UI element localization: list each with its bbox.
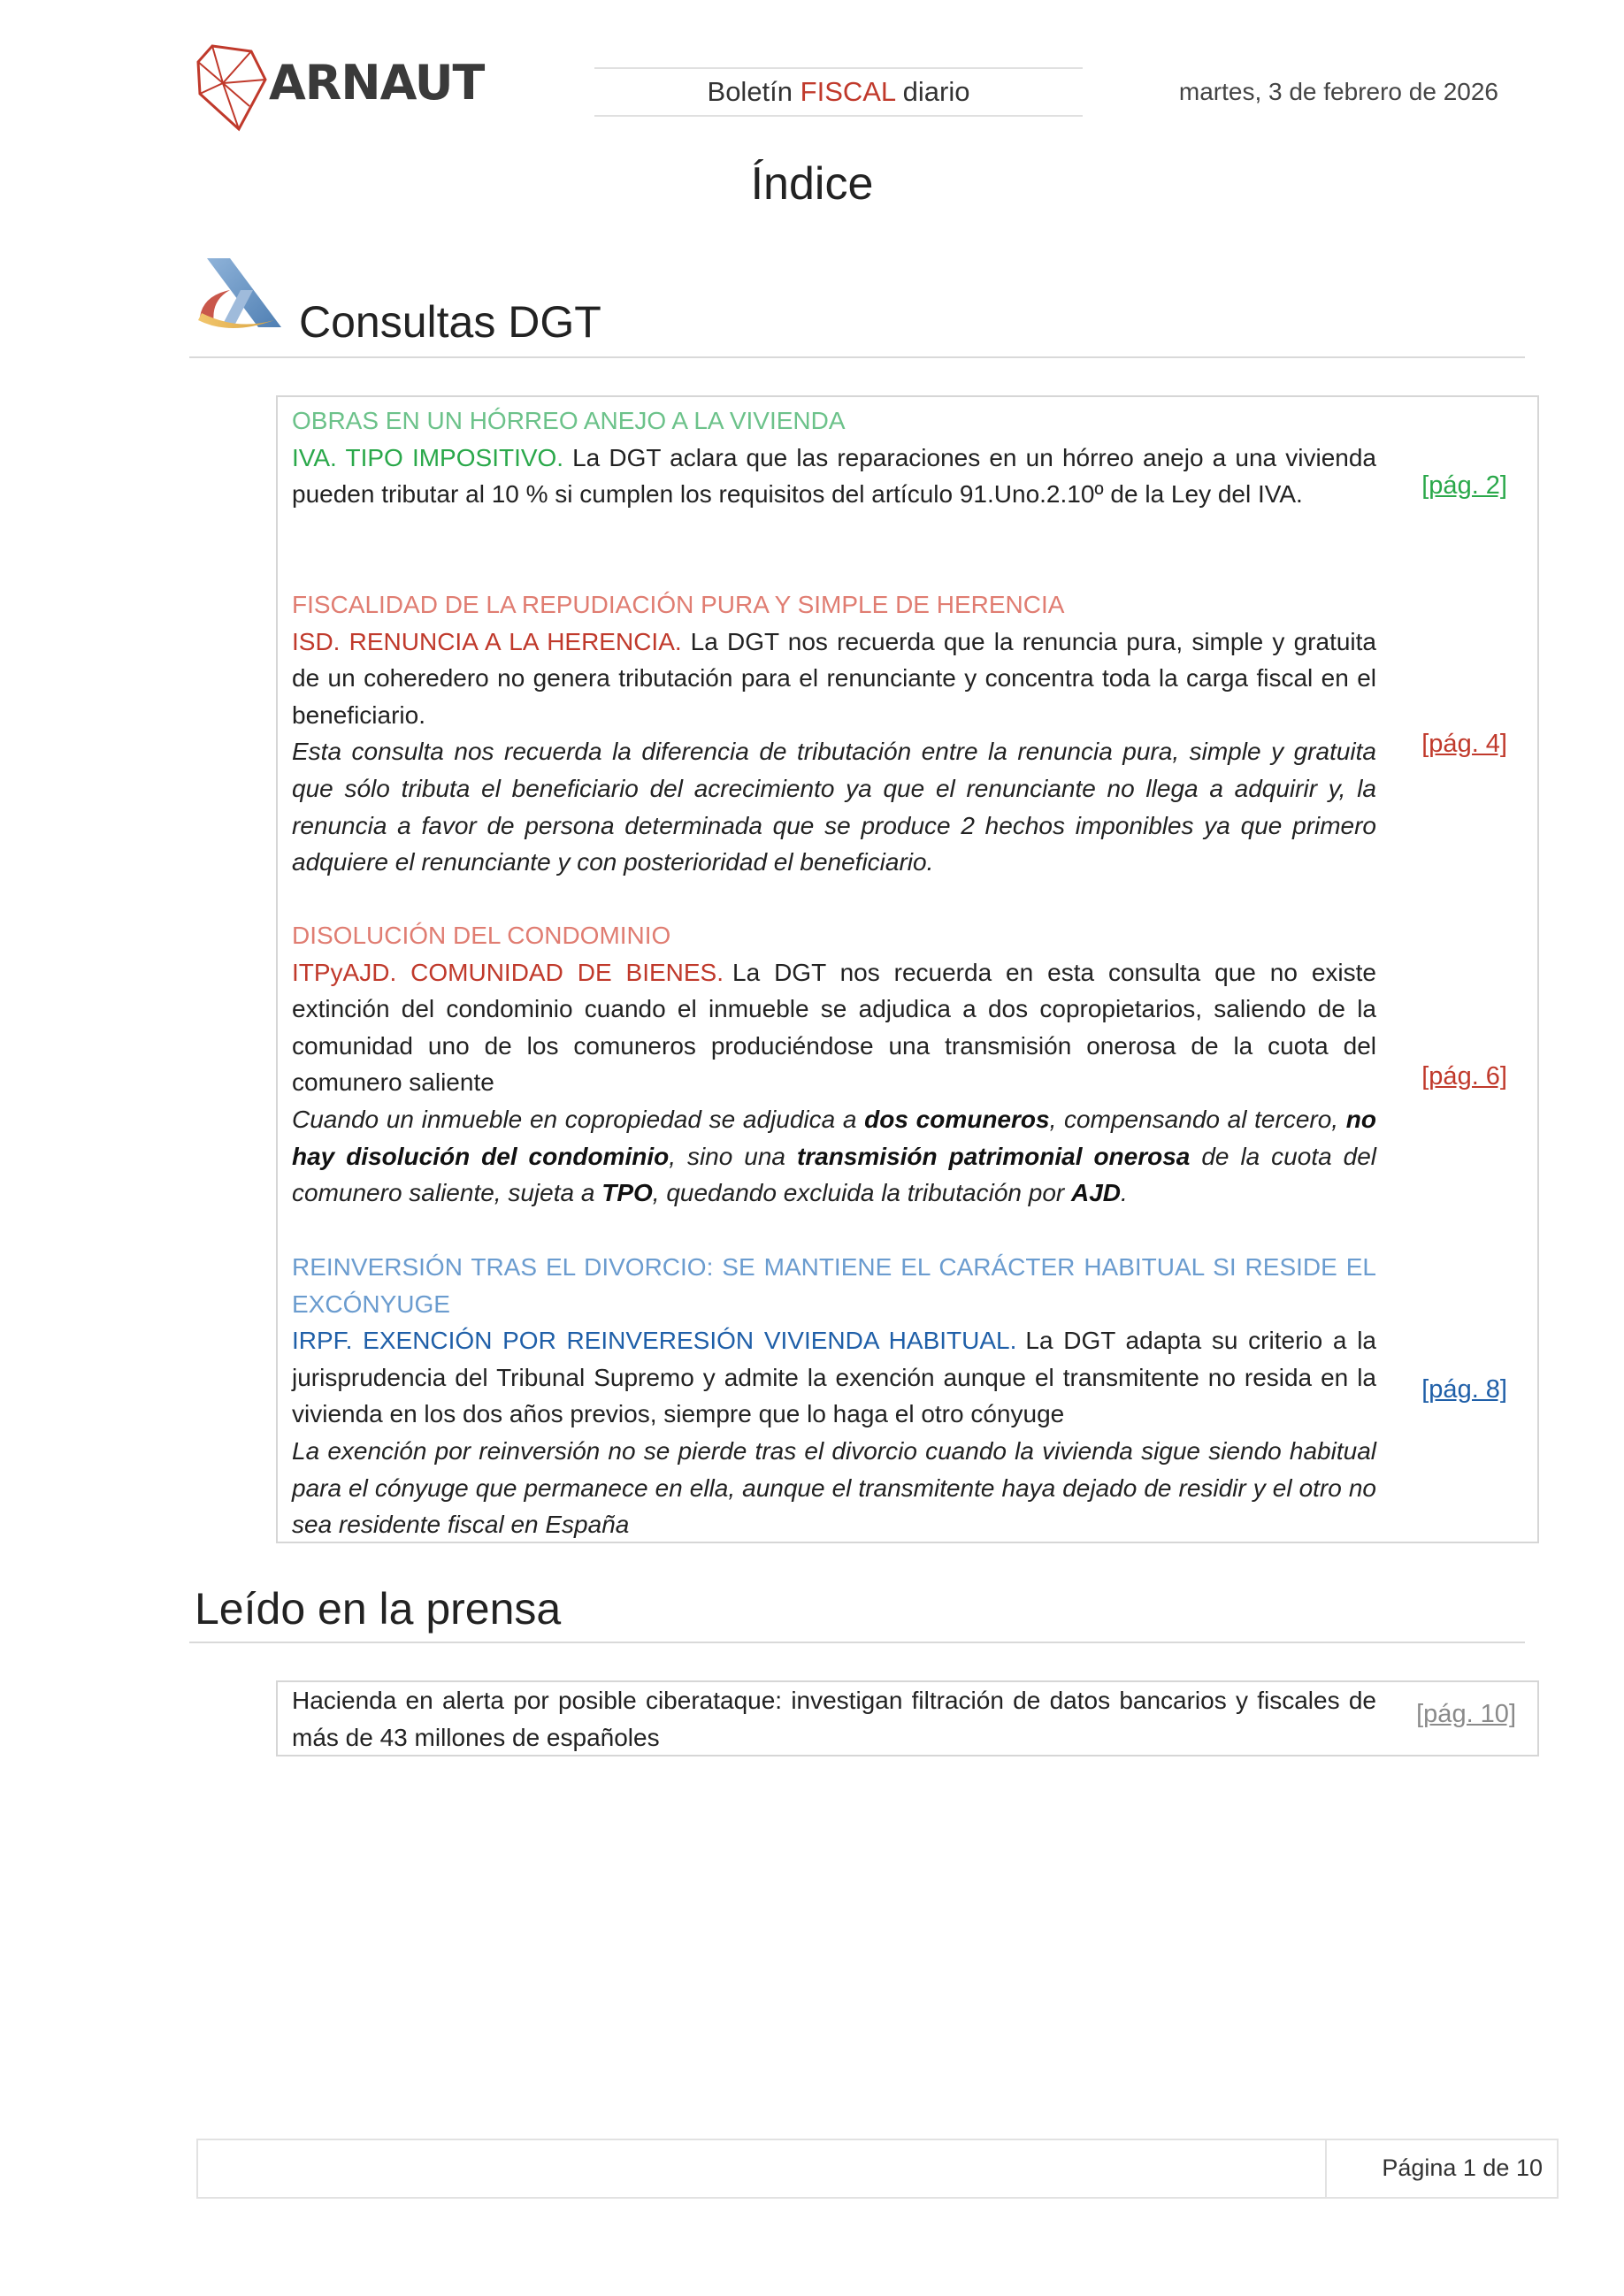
note-text: , compensando al tercero, (1049, 1105, 1346, 1133)
press-entry: Hacienda en alerta por posible ciberataque: investigan filtración de datos bancarios y fiscales de más de 43 millones de españoles (292, 1687, 1376, 1751)
bulletin-title-accent: FISCAL (800, 76, 896, 107)
entry-heading: FISCALIDAD DE LA REPUDIACIÓN PURA Y SIMPLE DE HERENCIA (292, 591, 1065, 618)
logo-wordmark: ARNAUT (269, 55, 485, 111)
diamond-logo-icon (196, 44, 267, 133)
entry-summary: La DGT nos recuerda en esta consulta que no existe extinción del condominio cuando el inmueble se adjudica a dos copropietarios, saliendo de la comunidad uno de los comuneros produciéndose una transmisión onerosa de la cuota del comunero saliente (292, 958, 1376, 1097)
bulletin-date: martes, 3 de febrero de 2026 (1178, 78, 1498, 105)
bulletin-title-post: diario (895, 76, 970, 107)
index-title: Índice (750, 158, 874, 210)
entry-keyword: IRPF. EXENCIÓN POR REINVERESIÓN VIVIENDA HABITUAL. (292, 1327, 1017, 1355)
entry-summary: La DGT aclara que las reparaciones en un hórreo anejo a una vivienda pueden tributar al 10 % si cumplen los requisitos del artículo 91.Uno.2.10º de la Ley del IVA. (292, 443, 1376, 509)
page-link[interactable]: [pág. 4] (1421, 730, 1507, 758)
entry-heading: DISOLUCIÓN DEL CONDOMINIO (292, 922, 671, 949)
note-emphasis: TPO (601, 1179, 653, 1207)
note-text: , sino una (669, 1142, 797, 1170)
dgt-entry (292, 586, 1376, 881)
entry-note (292, 1101, 1376, 1212)
entry-summary: La DGT nos recuerda que la renuncia pura, simple y gratuita de un coheredero no genera tributación para el renunciante y concentra toda la carga fiscal en el beneficiario. (292, 627, 1376, 729)
page-footer (196, 2139, 1559, 2199)
note-text: , quedando excluida la tributación por (652, 1179, 1071, 1207)
note-text: de la cuota del comunero saliente, sujeta a (292, 1142, 1376, 1207)
page-link[interactable]: [pág. 10] (1416, 1700, 1516, 1728)
section-title: Consultas DGT (299, 297, 601, 347)
entry-heading: REINVERSIÓN TRAS EL DIVORCIO: SE MANTIENE EL CARÁCTER HABITUAL SI RESIDE EL EXCÓNYUGE (292, 1253, 1376, 1318)
dgt-entry (292, 917, 1376, 1212)
bulletin-title-pre: Boletín (707, 76, 801, 107)
note-text: Cuando un inmueble en copropiedad se adjudica a (292, 1105, 865, 1133)
bulletin-title (594, 67, 1083, 117)
note-emphasis: no hay disolución del condominio (292, 1105, 1376, 1170)
page-number: Página 1 de 10 (1382, 2154, 1543, 2181)
section-heading-consultas-dgt (189, 296, 1525, 358)
entry-note: La exención por reinversión no se pierde tras el divorcio cuando la vivienda sigue siendo habitual para el cónyuge que permanece en ella, aunque el transmitente haya dejado de residir y el otro no sea residente fiscal en España (292, 1436, 1376, 1539)
note-emphasis: AJD (1071, 1179, 1122, 1207)
page-link[interactable]: [pág. 8] (1421, 1375, 1507, 1404)
page-link[interactable]: [pág. 6] (1421, 1062, 1507, 1091)
footer-divider (1325, 2140, 1327, 2197)
entry-keyword: ISD. RENUNCIA A LA HERENCIA. (292, 627, 682, 655)
entry-keyword: IVA. TIPO IMPOSITIVO. (292, 443, 564, 471)
arnaut-logo (196, 44, 485, 133)
entry-note: Esta consulta nos recuerda la diferencia de tributación entre la renuncia pura, simple y gratuita que sólo tributa el beneficiario del acrecimiento ya que el renunciante no llega a adquirir y, la renuncia a favor de persona determinada que se produce 2 hechos imponibles ya que primero adquiere el renunciante y con posterioridad el beneficiario. (292, 738, 1376, 876)
note-text: . (1121, 1179, 1128, 1207)
dgt-entries-box (276, 395, 1539, 1543)
entry-keyword: ITPyAJD. COMUNIDAD DE BIENES. (292, 958, 724, 986)
note-emphasis: transmisión patrimonial onerosa (796, 1142, 1191, 1170)
prensa-entries-box (276, 1680, 1539, 1756)
entry-summary: La DGT adapta su criterio a la jurisprudencia del Tribunal Supremo y admite la exención aunque el transmitente no resida en la vivienda en los dos años previos, siempre que lo haga el otro cónyuge (292, 1327, 1376, 1428)
entry-heading: OBRAS EN UN HÓRREO ANEJO A LA VIVIENDA (292, 407, 846, 434)
dgt-entry (292, 1249, 1376, 1543)
dgt-entry (292, 402, 1376, 513)
section-heading-leido-en-la-prensa (189, 1583, 1525, 1643)
note-emphasis: dos comuneros (864, 1105, 1050, 1133)
section-title: Leído en la prensa (195, 1584, 562, 1634)
page-link[interactable]: [pág. 2] (1421, 471, 1507, 500)
